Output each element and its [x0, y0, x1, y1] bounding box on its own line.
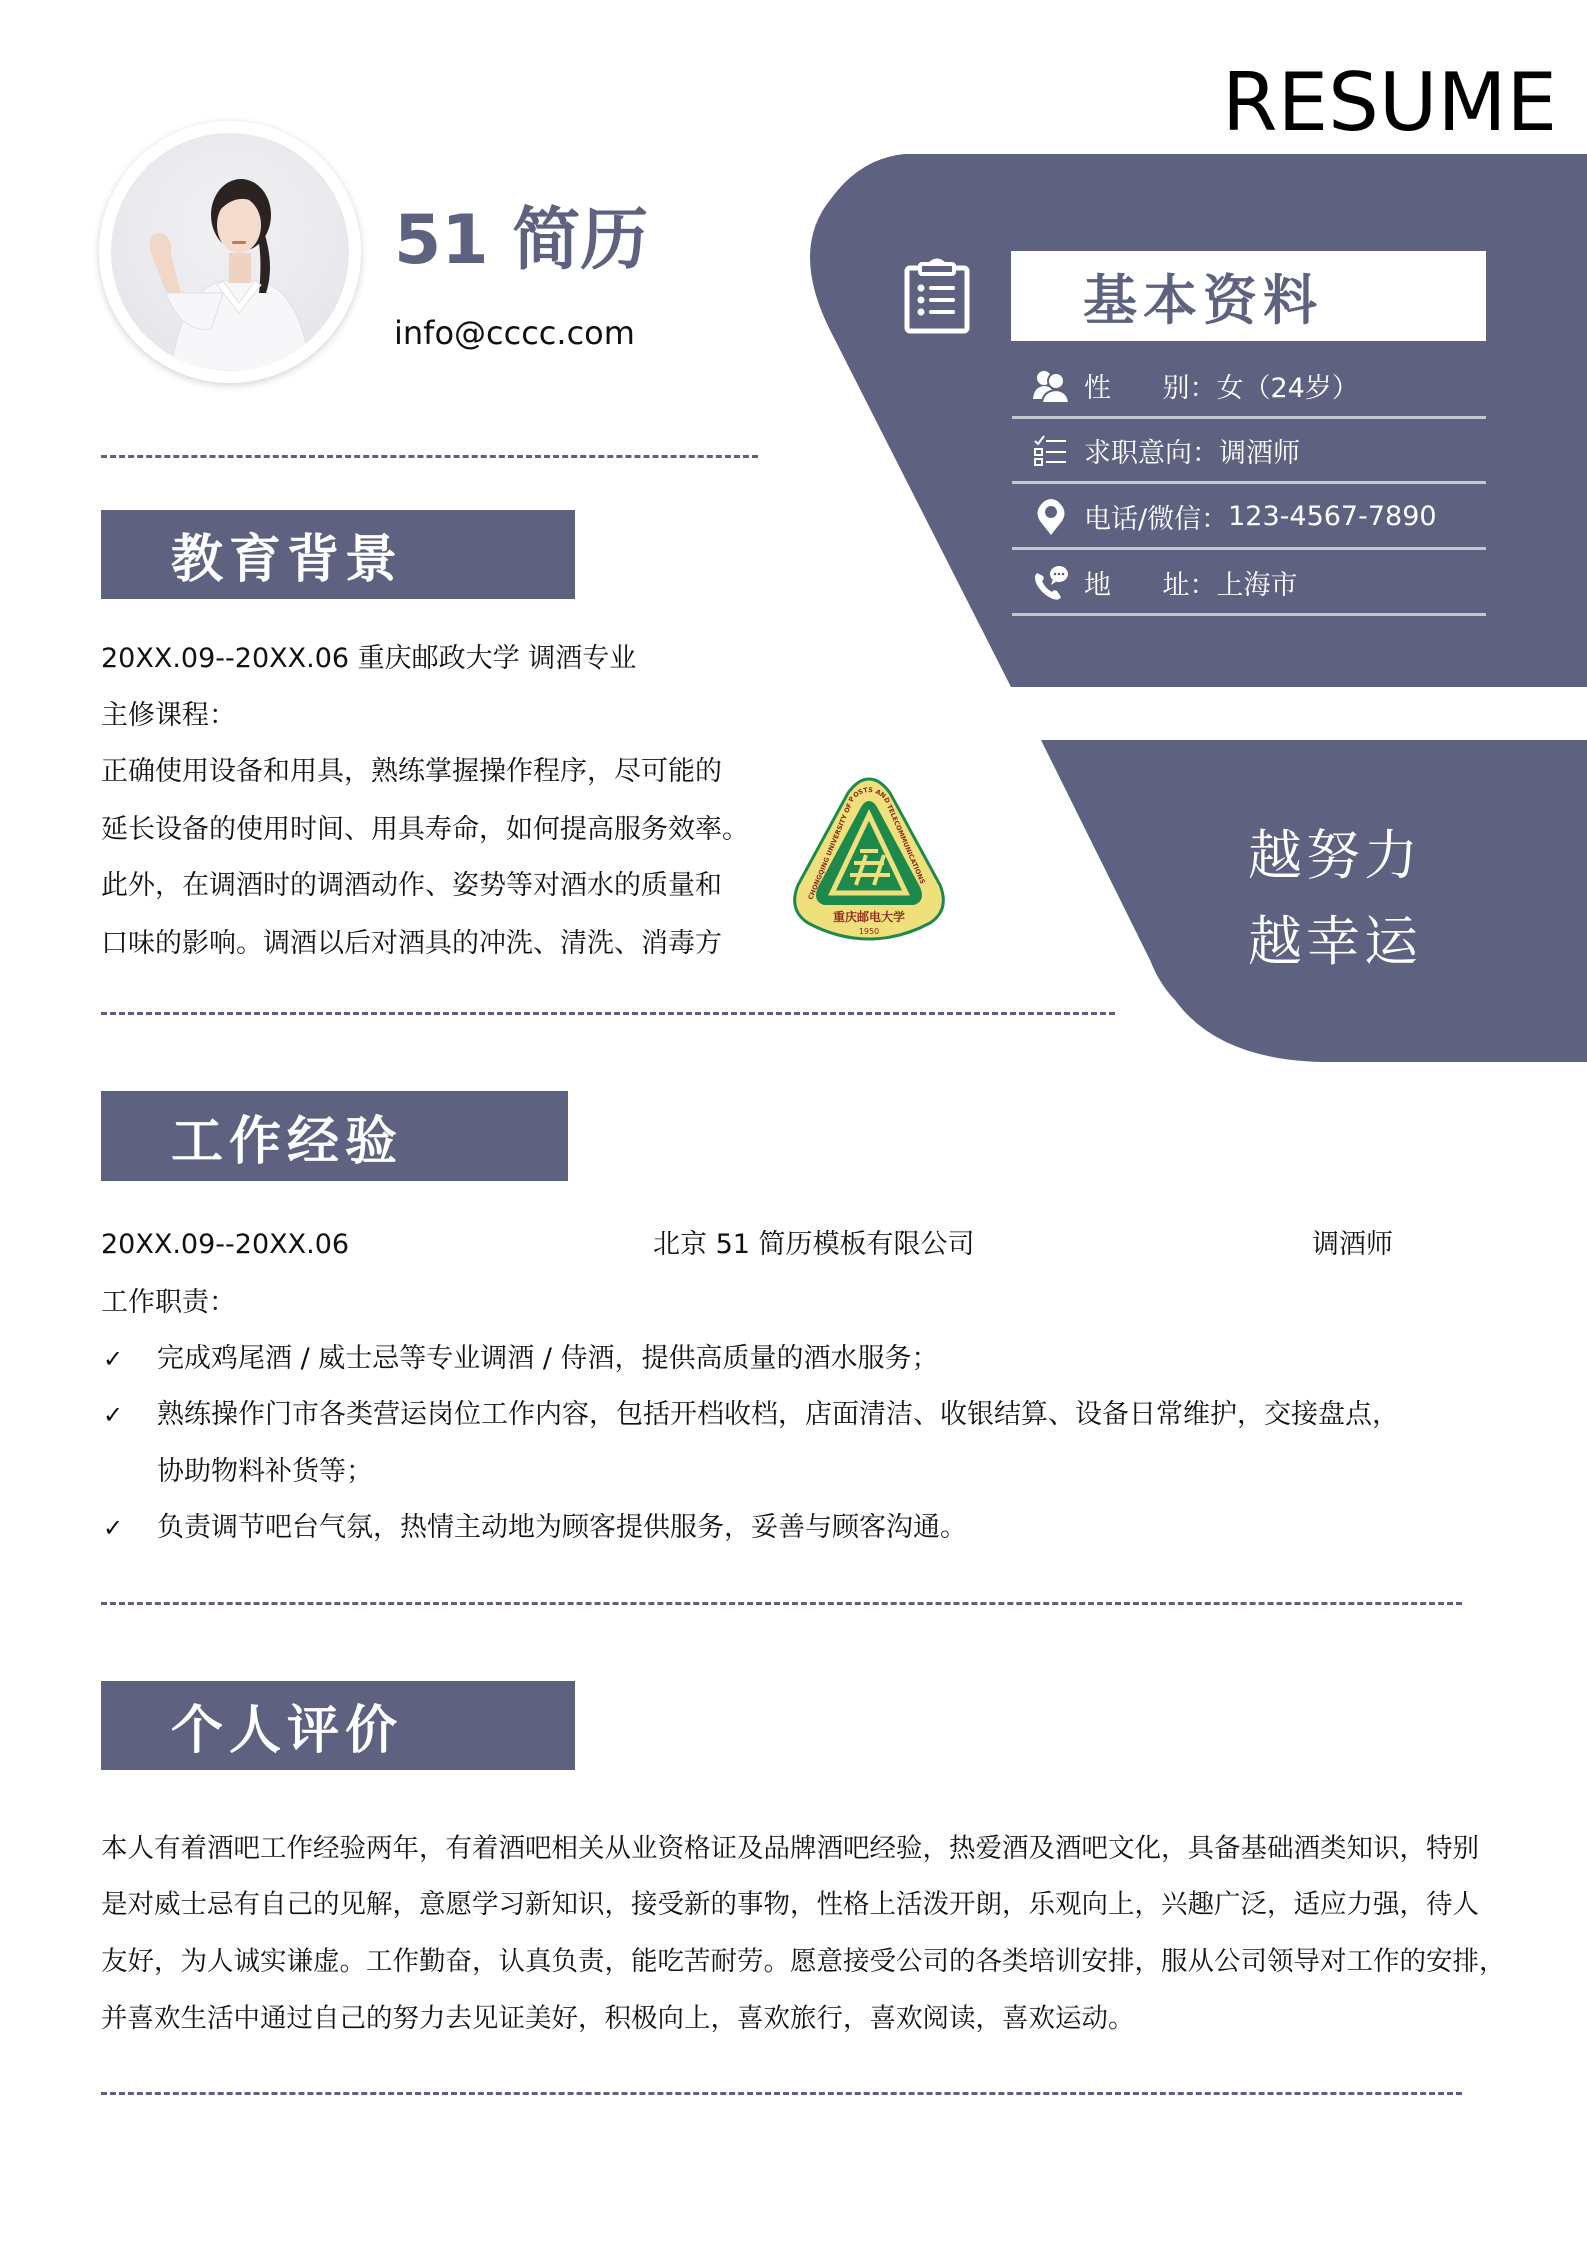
- resume-heading: RESUME: [1222, 56, 1558, 149]
- section-header-education: [101, 510, 575, 599]
- info-row-phone: [1012, 486, 1486, 550]
- phone-chat-icon: [1026, 563, 1076, 603]
- course-line: 延长设备的使用时间、用具寿命，如何提高服务效率。: [101, 814, 749, 845]
- duty-item: 熟练操作门市各类营运岗位工作内容，包括开档收档，店面清洁、收银结算、设备日常维护，交接盘点，: [157, 1399, 1399, 1430]
- basic-info-title: 基本资料: [1083, 268, 1323, 332]
- users-icon: [1026, 366, 1076, 406]
- course-line: 此外，在调酒时的调酒动作、姿势等对酒水的质量和: [101, 870, 722, 901]
- course-line: 正确使用设备和用具，熟练掌握操作程序，尽可能的: [101, 756, 722, 787]
- divider-dashed: [101, 1602, 1462, 1605]
- motto-line-2: 越幸运: [1248, 910, 1422, 973]
- info-row-gender: [1012, 355, 1486, 419]
- duties-label: 工作职责：: [101, 1287, 236, 1318]
- section-title: 教育背景: [171, 530, 404, 590]
- section-title: 工作经验: [171, 1111, 404, 1172]
- check-icon: ✓: [103, 1514, 124, 1542]
- info-value[interactable]: 123-4567-7890: [1228, 501, 1437, 532]
- info-label: 求职意向：: [1084, 438, 1219, 469]
- basic-info-title-box: [1011, 251, 1486, 341]
- logo-year: 1950: [858, 927, 880, 936]
- divider-dashed: [101, 455, 758, 458]
- divider-dashed: [101, 1012, 1115, 1015]
- education-school-line: 20XX.09--20XX.06 重庆邮政大学 调酒专业: [101, 643, 637, 674]
- info-row-job-intent: [1012, 420, 1486, 484]
- info-label: 电话/微信：: [1084, 504, 1229, 535]
- avatar: [111, 133, 349, 371]
- info-label: 地 址：: [1084, 570, 1217, 601]
- logo-ring-text: CHONGQING UNIVERSITY OF POSTS AND TELECOMMUNICATIONS: [806, 785, 927, 901]
- work-period: 20XX.09--20XX.06: [101, 1229, 350, 1260]
- candidate-name: 51 简历: [394, 201, 649, 280]
- evaluation-line: 是对威士忌有自己的见解，意愿学习新知识，接受新的事物，性格上活泼开朗，乐观向上，兴趣广泛，适应力强，待人: [101, 1889, 1479, 1920]
- section-header-evaluation: [101, 1681, 575, 1770]
- duty-item: 负责调节吧台气氛，热情主动地为顾客提供服务，妥善与顾客沟通。: [157, 1512, 967, 1543]
- info-row-address: [1012, 552, 1486, 616]
- portrait-illustration: [111, 133, 349, 371]
- clipboard-icon: [904, 258, 970, 334]
- courses-label: 主修课程：: [101, 700, 236, 731]
- logo-cn-name: 重庆邮电大学: [832, 910, 906, 924]
- check-icon: ✓: [103, 1401, 124, 1429]
- info-label: 性 别：: [1084, 373, 1217, 404]
- duty-item: 完成鸡尾酒 / 威士忌等专业调酒 / 侍酒，提供高质量的酒水服务；: [157, 1343, 939, 1374]
- course-line: 口味的影响。调酒以后对酒具的冲洗、清洗、消毒方: [101, 928, 722, 959]
- evaluation-line: 本人有着酒吧工作经验两年，有着酒吧相关从业资格证及品牌酒吧经验，热爱酒及酒吧文化，具备基础酒类知识，特别: [101, 1833, 1479, 1864]
- email-address[interactable]: info@cccc.com: [394, 314, 635, 352]
- work-role: 调酒师: [1312, 1229, 1393, 1260]
- evaluation-line: 友好，为人诚实谦虚。工作勤奋，认真负责，能吃苦耐劳。愿意接受公司的各类培训安排，服从公司领导对工作的安排，: [101, 1946, 1506, 1977]
- motto-line-1: 越努力: [1248, 824, 1422, 887]
- section-header-work: [101, 1091, 568, 1181]
- info-value: 上海市: [1216, 570, 1298, 601]
- divider-dashed: [101, 2092, 1462, 2095]
- work-company: 北京 51 简历模板有限公司: [653, 1229, 975, 1260]
- info-value: 女（24岁）: [1216, 373, 1359, 404]
- location-pin-icon: [1026, 497, 1076, 537]
- university-logo: [790, 775, 948, 941]
- section-title: 个人评价: [171, 1701, 404, 1761]
- evaluation-line: 并喜欢生活中通过自己的努力去见证美好，积极向上，喜欢旅行，喜欢阅读，喜欢运动。: [101, 2003, 1135, 2034]
- checklist-icon: [1026, 431, 1076, 471]
- check-icon: ✓: [103, 1345, 124, 1373]
- duty-item-continuation: 协助物料补货等；: [157, 1456, 373, 1487]
- info-value: 调酒师: [1219, 438, 1300, 469]
